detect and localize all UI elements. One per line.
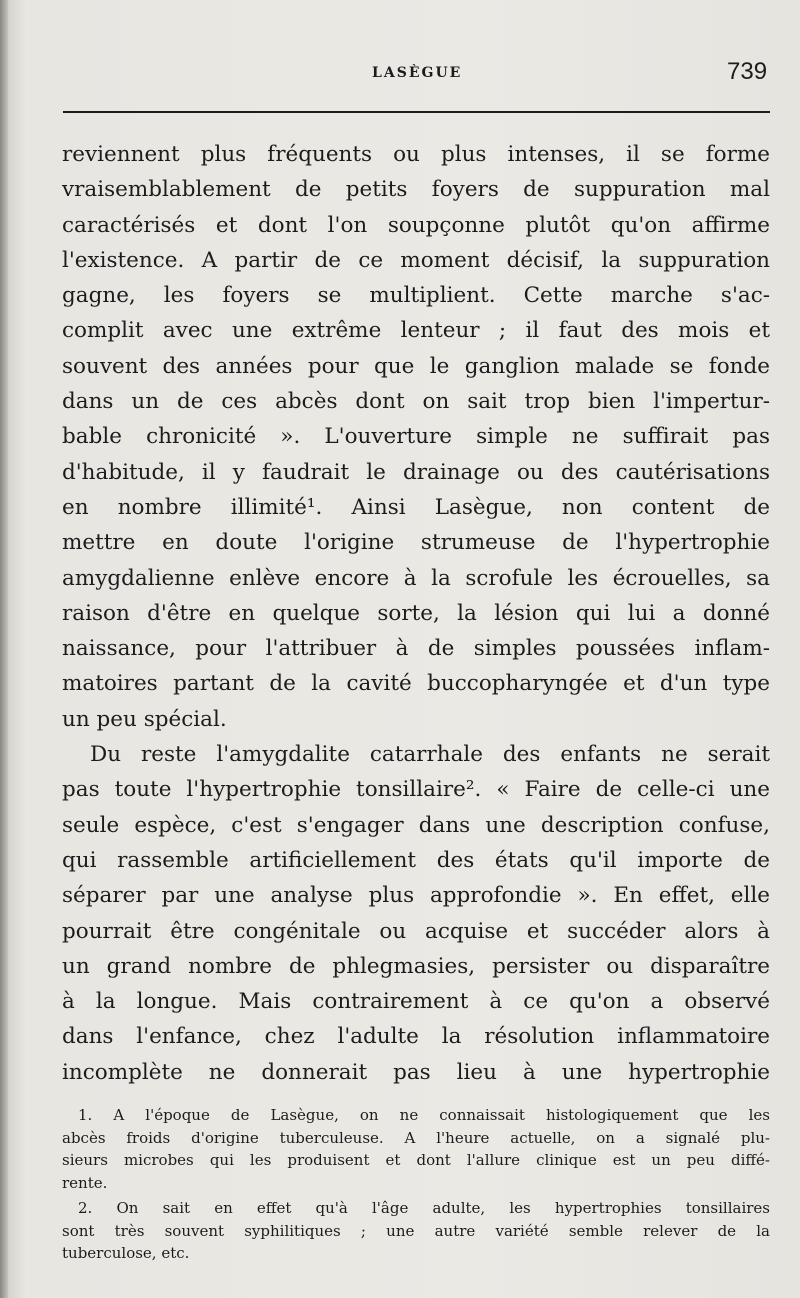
page-gutter-shadow bbox=[0, 0, 8, 1298]
footnote-2-line: sont très souvent syphilitiques ; une autre variété semble relever de la bbox=[62, 1221, 770, 1240]
text-line: séparer par une analyse plus approfondie ». En effet, elle bbox=[62, 883, 770, 909]
running-title: LASÈGUE bbox=[372, 65, 463, 81]
text-line: raison d'être en quelque sorte, la lésion qui lui a donné bbox=[62, 600, 770, 626]
text-line: complit avec une extrême lenteur ; il faut des mois et bbox=[62, 318, 770, 344]
text-line: naissance, pour l'attribuer à de simples poussées inflam- bbox=[62, 636, 770, 662]
text-line: en nombre illimité¹. Ainsi Lasègue, non content de bbox=[62, 494, 770, 520]
body-text bbox=[62, 137, 770, 1090]
text-line: reviennent plus fréquents ou plus intenses, il se forme bbox=[62, 142, 770, 167]
text-line: d'habitude, il y faudrait le drainage ou des cautérisations bbox=[62, 459, 770, 485]
footnote-1-line: abcès froids d'origine tuberculeuse. A l'heure actuelle, on a signalé plu- bbox=[62, 1128, 770, 1147]
page-number: 739 bbox=[727, 58, 768, 85]
text-line: pourrait être congénitale ou acquise et succéder alors à bbox=[62, 918, 770, 944]
text-line: qui rassemble artificiellement des états qu'il importe de bbox=[62, 847, 770, 873]
text-line: un peu spécial. bbox=[62, 706, 227, 732]
header-rule bbox=[63, 111, 770, 113]
footnote-2-line: tuberculose, etc. bbox=[62, 1244, 190, 1262]
text-line: bable chronicité ». L'ouverture simple ne suffirait pas bbox=[62, 424, 770, 450]
text-line: vraisemblablement de petits foyers de suppuration mal bbox=[62, 177, 770, 203]
text-line: souvent des années pour que le ganglion malade se fonde bbox=[62, 353, 770, 379]
text-line: un grand nombre de phlegmasies, persister ou disparaître bbox=[62, 953, 770, 979]
running-header bbox=[0, 58, 800, 88]
text-line: caractérisés et dont l'on soupçonne plutôt qu'on affirme bbox=[62, 212, 770, 238]
text-line: seule espèce, c'est s'engager dans une description confuse, bbox=[62, 812, 770, 838]
footnote-1-line: 1. A l'époque de Lasègue, on ne connaissait histologiquement que les bbox=[78, 1106, 770, 1124]
text-line: gagne, les foyers se multiplient. Cette marche s'ac- bbox=[62, 283, 770, 309]
footnote-1-line: sieurs microbes qui les produisent et dont l'allure clinique est un peu diffé- bbox=[62, 1151, 770, 1169]
text-line: l'existence. A partir de ce moment décisif, la suppuration bbox=[62, 247, 770, 273]
text-line: pas toute l'hypertrophie tonsillaire². « Faire de celle-ci une bbox=[62, 777, 770, 803]
text-line: mettre en doute l'origine strumeuse de l'hypertrophie bbox=[62, 530, 770, 556]
text-line: dans un de ces abcès dont on sait trop bien l'impertur- bbox=[62, 389, 770, 415]
text-line: dans l'enfance, chez l'adulte la résolution inflammatoire bbox=[62, 1024, 770, 1050]
text-line: à la longue. Mais contrairement à ce qu'on a observé bbox=[62, 989, 770, 1015]
footnotes bbox=[62, 1104, 770, 1265]
text-line: matoires partant de la cavité buccopharyngée et d'un type bbox=[62, 671, 770, 697]
footnote-2-line: 2. On sait en effet qu'à l'âge adulte, les hypertrophies tonsillaires bbox=[78, 1199, 770, 1217]
text-line: incomplète ne donnerait pas lieu à une hypertrophie bbox=[62, 1059, 770, 1085]
footnote-1-line: rente. bbox=[62, 1173, 108, 1192]
paragraph-start-line: Du reste l'amygdalite catarrhale des enfants ne serait bbox=[90, 742, 770, 768]
text-line: amygdalienne enlève encore à la scrofule les écrouelles, sa bbox=[62, 565, 770, 591]
